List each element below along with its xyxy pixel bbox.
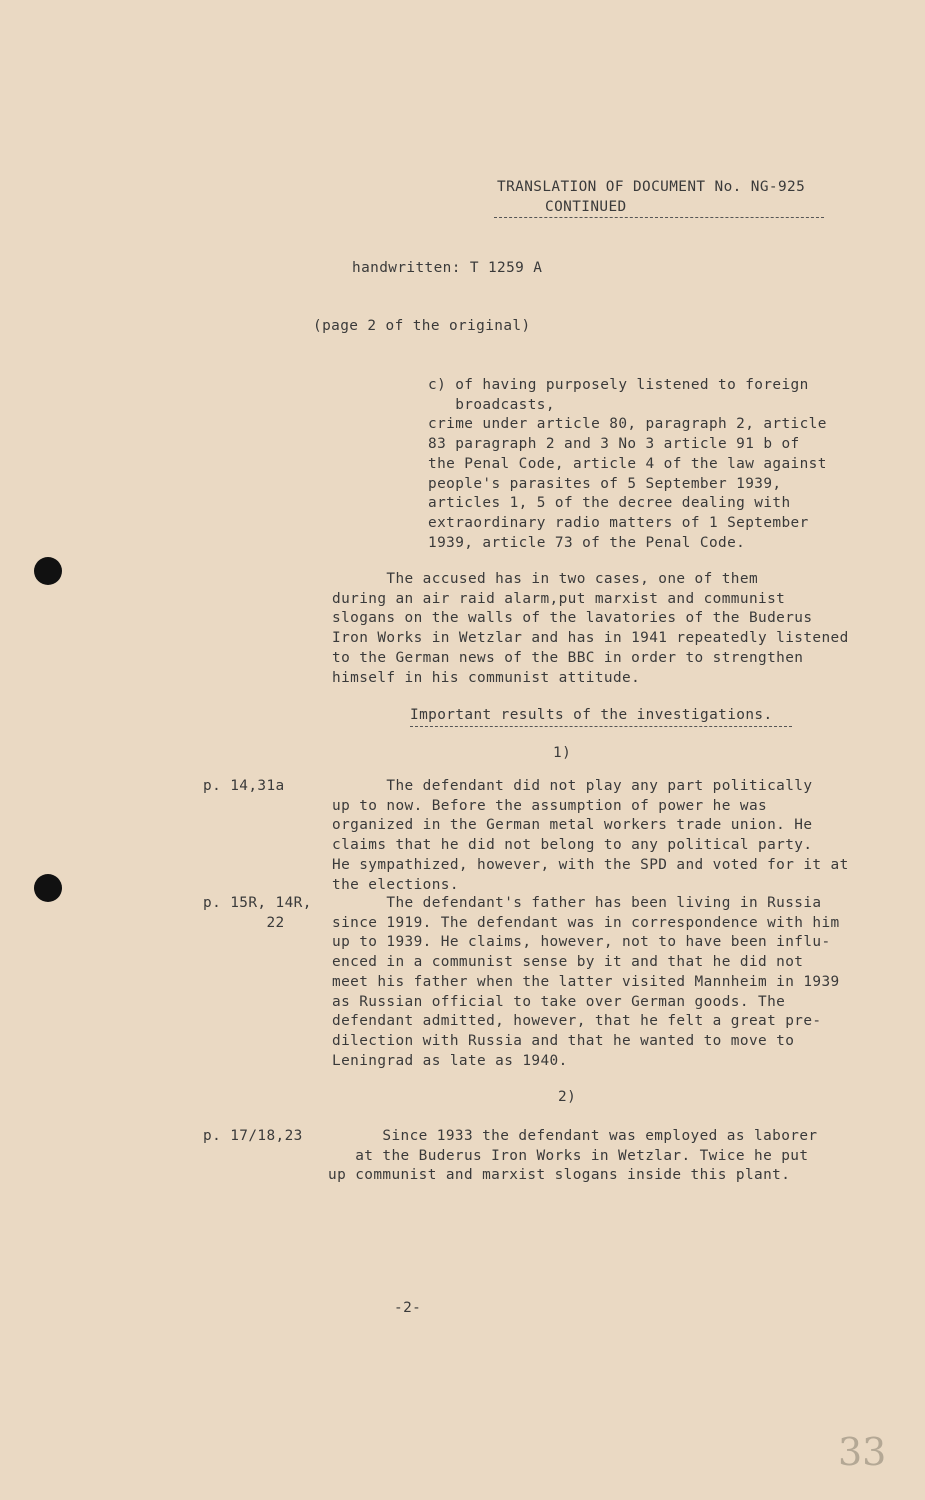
margin-reference-2: p. 15R, 14R, 22 (203, 895, 312, 931)
continued-label: CONTINUED (545, 199, 627, 215)
margin-reference-1: p. 14,31a (203, 778, 285, 794)
political-history-paragraph: The defendant did not play any part politically up to now. Before the assumption of power he was organized in the German metal workers trade union. He claims that he did not belong to any political party. He sympathized, however, with the SPD and voted for it at the elections. (332, 778, 849, 893)
father-russia-paragraph: The defendant's father has been living in Russia since 1919. The defendant was in correspondence with him up to 1939. He claims, however, not to have been influ- enced in a communist sense by it and that he did not meet his father when the latter visited Mannheim in 1939 as Russian official to take over German goods. The defendant admitted, however, that he felt a great pre- dilection with Russia and that he wanted to move to Leningrad as late as 1940. (332, 895, 840, 1069)
accused-summary-paragraph: The accused has in two cases, one of them during an air raid alarm,put marxist and communist slogans on the walls of the lavatories of the Buderus Iron Works in Wetzlar and has in 1941 repeatedly listened to the German news of the BBC in order to strengthen himself in his communist attitude. (332, 571, 849, 686)
punch-hole (34, 557, 62, 585)
employment-paragraph: Since 1933 the defendant was employed as laborer at the Buderus Iron Works in Wetzlar. Twice he put up communist and marxist slogans inside this plant. (328, 1128, 818, 1184)
translation-header: TRANSLATION OF DOCUMENT No. NG-925 (497, 179, 806, 195)
page-footer-number: -2- (394, 1300, 422, 1316)
section-number-1: 1) (553, 745, 572, 761)
margin-reference-3: p. 17/18,23 (203, 1128, 303, 1144)
header-underline (494, 217, 824, 218)
handwritten-note: handwritten: T 1259 A (352, 260, 543, 276)
results-heading-underline (410, 726, 792, 727)
section-number-2: 2) (558, 1089, 577, 1105)
original-page-reference: (page 2 of the original) (313, 318, 531, 334)
archive-page-number: 33 (838, 1430, 887, 1474)
charge-c-paragraph: c) of having purposely listened to foreign broadcasts, crime under article 80, paragraph 2, article 83 paragraph 2 and 3 No 3 article 91 b of the Penal Code, article 4 of the law against people's parasites of 5 September 1939, articles 1, 5 of the decree dealing with extraordinary radio matters of 1 September 1939, article 73 of the Penal Code. (428, 377, 827, 551)
results-heading: Important results of the investigations. (410, 707, 773, 723)
punch-hole (34, 874, 62, 902)
